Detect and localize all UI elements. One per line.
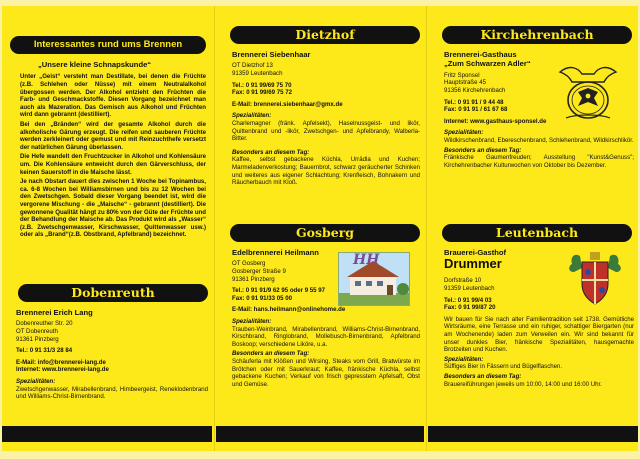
leutenbach-spec-label: Spezialitäten:	[444, 355, 484, 363]
kirchehrenbach-fax: Fax: 0 91 91 / 61 67 68	[444, 106, 508, 114]
leutenbach-tel: Tel.: 0 91 99/4 03	[444, 296, 492, 304]
middle-bottom-bar	[216, 426, 424, 442]
kirchehrenbach-extra-label: Besonders an diesem Tag:	[444, 146, 522, 154]
dietzhof-address-2: 91359 Leutenbach	[232, 70, 283, 77]
dobenreuth-name: Brennerei Erich Lang	[16, 308, 93, 317]
fold-line-1	[214, 6, 215, 451]
schnapskunde-subtitle: „Unsere kleine Schnapskunde“	[38, 60, 152, 69]
leutenbach-address-1: Dorfstraße 10	[444, 277, 482, 285]
middle-panel	[216, 6, 424, 451]
kirchehrenbach-spec: Wildkirschenbrand, Ebereschenbrand, Schlehenbrand, Wildkirschlikör.	[444, 136, 634, 144]
dietzhof-fax: Fax: 0 91 99/69 75 72	[232, 89, 292, 97]
dietzhof-tel: Tel.: 0 91 99/69 75 70	[232, 81, 292, 89]
fold-line-2	[426, 6, 427, 451]
leutenbach-name-2: Drummer	[444, 256, 502, 272]
dietzhof-extra: Kaffee, selbst gebackene Küchla, Urrädla und Kuchen; Marmeladenverkostung; Bauernbrot, schwarz geräucherter Schinken und weiteres aus eigener Schlachtung; Krenfleisch, Bohnakern und Räucherbauch mit Kloß.	[232, 156, 420, 187]
kirchehrenbach-address-2: Hauptstraße 45	[444, 79, 487, 87]
kirchehrenbach-extra: Fränkische Gaumenfreuden; Ausstellung "Kunst&Genuss"; Kirchehrenbacher Kulturwochen von Oktober bis Dezember.	[444, 154, 634, 169]
dietzhof-extra-label: Besonders an diesem Tag:	[232, 148, 310, 156]
kirchehrenbach-name-1: Brennerei-Gasthaus	[444, 50, 517, 59]
dobenreuth-address-2: OT Dobenreuth	[16, 328, 58, 335]
header-schnapskunde: Interessantes rund ums Brennen	[10, 36, 206, 54]
leutenbach-fax: Fax: 0 91 99/87 20	[444, 304, 496, 312]
paragraph-hefe: Die Hefe wandelt den Fruchtzucker in Alkohol und Kohlensäure um. Die Kohlensäure entweicht durch den Gärverschluss, der keinen Sauerstoff in die Maische lässt.	[20, 153, 206, 176]
leutenbach-address-2: 91359 Leutenbach	[444, 285, 495, 292]
gosberg-address-3: 91361 Pinzberg	[232, 275, 275, 283]
kirchehrenbach-internet[interactable]: Internet: www.gasthaus-sponsel.de	[444, 117, 547, 125]
dobenreuth-tel: Tel.: 0 91 31/3 28 84	[16, 347, 73, 355]
header-kirchehrenbach: Kirchehrenbach	[442, 26, 632, 44]
gosberg-tel: Tel.: 0 91 91/9 62 95 oder 9 55 97	[232, 287, 326, 295]
paragraph-braende: Bei den „Bränden“ wird der gesamte Alkohol durch die alkoholische Gärung erzeugt. Die reifen und sauberen Früchte werden zerkleinert oder gemust und mit Reinzuchthefe versetzt der natürlichen Gärung überlassen.	[20, 120, 206, 151]
flyer-sheet	[2, 6, 638, 451]
dietzhof-email[interactable]: E-Mail: brennerei.siebenhaar@gmx.de	[232, 100, 343, 108]
dietzhof-name: Brennerei Siebenhaar	[232, 50, 311, 59]
leutenbach-intro: Wir bauen für Sie nach alter Familientradition seit 1738. Gemütliche Wirtsräume, eine Terrasse und ein ruhiger, schattiger Biergarten (nur am Wochenende) laden zum Verweilen ein. Wir sind bekannt für unser dunkles Bier, fränkische Spezialitäten, hausgemachte Brotzeiten und Kuchen.	[444, 315, 634, 354]
gosberg-email[interactable]: E-Mail: hans.heilmann@onlinehome.de	[232, 306, 346, 314]
kirchehrenbach-name-2: „Zum Schwarzen Adler“	[444, 59, 531, 69]
gosberg-name: Edelbrennerei Heilmann	[232, 248, 319, 257]
gosberg-address-1: OT Gosberg	[232, 260, 266, 268]
kirchehrenbach-tel: Tel.: 0 91 91 / 9 44 48	[444, 98, 504, 106]
dobenreuth-address-3: 91361 Pinzberg	[16, 335, 59, 343]
header-dobenreuth: Dobenreuth	[18, 284, 208, 302]
gosberg-house-photo	[338, 252, 410, 306]
dietzhof-address-1: OT Dietzhof 13	[232, 62, 273, 70]
kirchehrenbach-address-3: 91356 Kirchehrenbach	[444, 87, 506, 94]
dietzhof-spec-label: Spezialitäten:	[232, 112, 272, 120]
header-leutenbach: Leutenbach	[442, 224, 632, 242]
header-dietzhof: Dietzhof	[230, 26, 420, 44]
gosberg-address-2: Gosberger Straße 9	[232, 268, 286, 275]
header-gosberg: Gosberg	[230, 224, 420, 242]
gosberg-spec-label: Spezialitäten:	[232, 317, 272, 325]
dobenreuth-spec-label: Spezialitäten:	[16, 377, 56, 385]
leutenbach-name-1: Brauerei-Gasthof	[444, 248, 507, 257]
kirchehrenbach-spec-label: Spezialitäten:	[444, 129, 484, 137]
dobenreuth-spec: Zwetschgenwasser, Mirabellenbrand, Himbeergeist, Reneklodenbrand und Williams-Christ-Birnenbrand.	[16, 385, 208, 401]
dietzhof-spec: Charlemagner (fränk. Apfelsekt), Haselnussgeist- und likör, Quittenbrand und -likör, Zwetschgen- und Apfelbrandy, Walberla-Bitter.	[232, 119, 420, 143]
gosberg-spec: Trauben-Weinbrand, Mirabellenbrand, Williams-Christ-Birnenbrand, Kirschbrand, Ringlobrand, Mollebusch-Birnenbrand, Apfelbrand Boskoop; verschiedene Liköre, u.a.	[232, 325, 420, 348]
leutenbach-extra-label: Besonders an diesem Tag:	[444, 372, 522, 380]
leutenbach-extra: Brauereiführungen jeweils um 10:00, 14:00 und 16:00 Uhr.	[444, 380, 602, 388]
dobenreuth-internet[interactable]: Internet: www.brennerei-lang.de	[16, 366, 109, 374]
right-bottom-bar	[428, 426, 638, 442]
gosberg-hh-logo: HH	[353, 252, 380, 268]
left-bottom-bar	[2, 426, 212, 442]
left-panel	[2, 6, 212, 451]
dobenreuth-address-1: Dobenreuther Str. 20	[16, 320, 73, 328]
paragraph-geist: Unter „Geist“ versteht man Destillate, bei denen die Früchte (z.B. Schlehen oder Nüsse) mit einem Neutralalkohol übergossen werden. Der Alkohol entzieht den Früchten die Farb- und Geschmackstoffe. Diesen Vorgang bezeichnet man auch als Mazeration. Das Gemisch aus Alkohol und Früchten wird dann gebrannt (destilliert).	[20, 73, 206, 119]
gosberg-extra-label: Besonders an diesem Tag:	[232, 350, 310, 358]
leutenbach-spec: Süffiges Bier in Fässern und Bügelflaschen.	[444, 363, 563, 371]
dobenreuth-email[interactable]: E-Mail: info@brennerei-lang.de	[16, 358, 106, 366]
kirchehrenbach-address-1: Fritz Sponsel	[444, 71, 480, 79]
eagle-inn-sign-logo	[556, 62, 620, 124]
gosberg-extra: Schäuferla mit Klößen und Wirsing, Steaks vom Grill, Bratwürste im Brötchen oder mit Sauerkraut; Kaffee, fränkische Küchla, selbst gebackene Kuchen; Verkauf von frisch gepresstem Apfelsaft, Obst und Gemüse.	[232, 357, 420, 388]
paragraph-obstart: Je nach Obstart dauert dies zwischen 1 Woche bei Topinambus, ca. 6-8 Wochen bei Williamsbirnen und bis zu 12 Wochen bei den Zwetschgen. Sobald dieser Vorgang beendet ist, wird die vergorene Mischung - die „Maische“ - gebrannt (destilliert). Die gewonnene Qualität hängt zu 80% von der Güte der Früchte und der Behandlung der Maische ab. Das Produkt wird als „Wasser“ (z.B. Zwetschgenwasser, Kirschwasser, Quittenwasser usw.) oder als „Brand“(z.B. Obstbrand, Apfelbrand) bezeichnet.	[20, 178, 206, 239]
right-panel	[428, 6, 638, 451]
gosberg-fax: Fax: 0 91 91/33 05 00	[232, 294, 292, 302]
drummer-coat-of-arms	[564, 250, 626, 306]
